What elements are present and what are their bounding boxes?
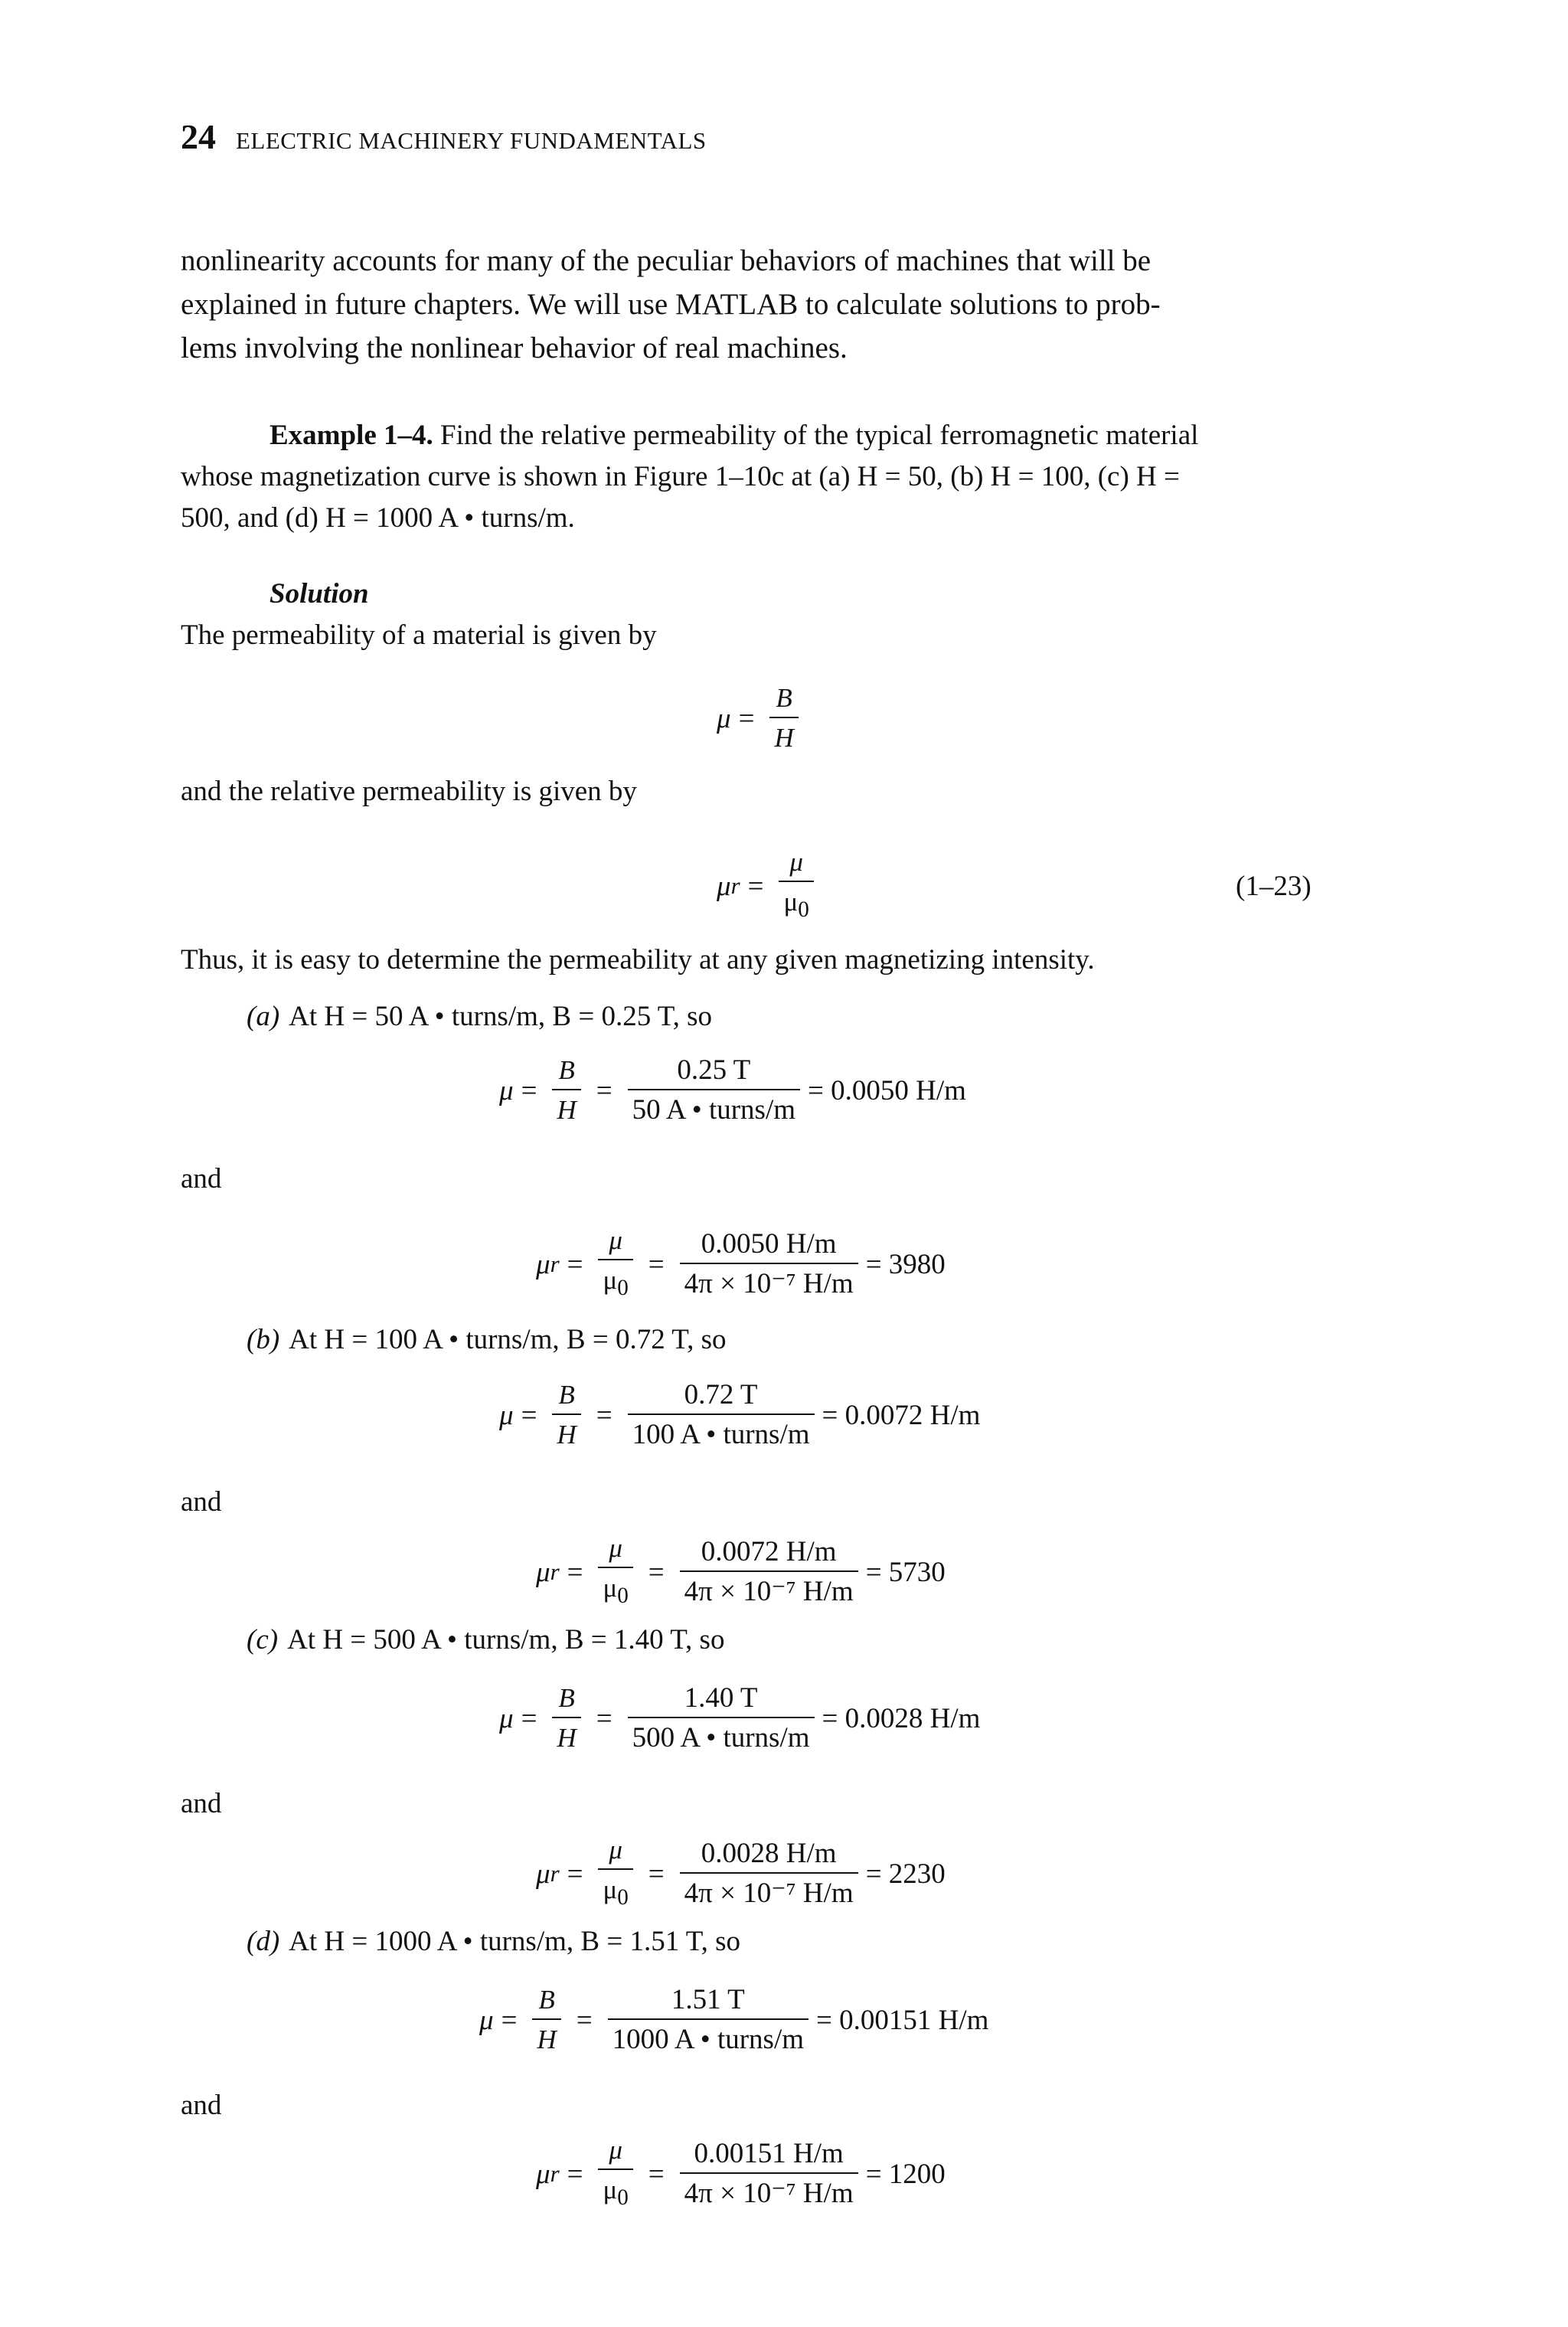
equation-term: = 5730 — [865, 1556, 946, 1588]
equation-term: 0 — [798, 897, 809, 922]
page-number: 24 — [181, 117, 216, 156]
case-a-relative-permeability — [536, 1224, 946, 1305]
case-a-permeability — [499, 1054, 966, 1127]
and-label: and — [181, 1486, 222, 1518]
equation-term: 50 A • turns/m — [628, 1089, 800, 1127]
equation-term: = 2230 — [865, 1858, 946, 1890]
equation-term: = — [521, 1399, 537, 1431]
equation-term: 4π × 10⁻⁷ H/m — [680, 1570, 858, 1609]
equation-term: = — [567, 1556, 583, 1588]
equation-term: μ — [536, 2158, 550, 2190]
equation-term: r — [550, 1250, 560, 1277]
case-c-relative-permeability — [536, 1833, 946, 1914]
equation-term: r — [550, 1558, 560, 1585]
running-title: ELECTRIC MACHINERY FUNDAMENTALS — [236, 127, 707, 154]
equation-term: 0.0072 H/m — [701, 1536, 837, 1567]
equation-term: H — [532, 2018, 560, 2057]
equation-term: = 0.00151 H/m — [816, 2004, 989, 2036]
case-c-condition: (c) At H = 500 A • turns/m, B = 1.40 T, so — [247, 1624, 725, 1655]
intro-line: nonlinearity accounts for many of the peculiar behaviors of machines that will be — [181, 244, 1152, 277]
and-label: and — [181, 1788, 222, 1819]
equation-term: r — [550, 2160, 560, 2187]
case-a-condition: (a) At H = 50 A • turns/m, B = 0.25 T, so — [247, 1001, 713, 1032]
equation-term: μ — [789, 847, 803, 877]
equation-term: μ — [536, 1858, 550, 1890]
solution-line: Thus, it is easy to determine the permeability at any given magnetizing intensity. — [181, 944, 1095, 976]
equation-term: 100 A • turns/m — [628, 1414, 815, 1452]
running-header — [181, 116, 707, 157]
equation-term: = — [747, 870, 764, 902]
equation-term: 500 A • turns/m — [628, 1717, 815, 1755]
example-line: 500, and (d) H = 1000 A • turns/m. — [181, 502, 575, 534]
and-label: and — [181, 2090, 222, 2121]
equation-term: μ — [609, 1225, 622, 1255]
equation-term: = 3980 — [865, 1248, 946, 1280]
equation-term: μ — [536, 1556, 550, 1588]
equation-term: = — [521, 1702, 537, 1734]
intro-paragraph — [181, 239, 1375, 370]
equation-term: 0.25 T — [677, 1054, 751, 1086]
equation-term: μ — [609, 1533, 622, 1563]
equation-term: μ — [717, 870, 731, 902]
equation-term: = 0.0072 H/m — [822, 1399, 981, 1431]
equation-term: = — [596, 1399, 612, 1431]
case-b-condition: (b) At H = 100 A • turns/m, B = 0.72 T, so — [247, 1324, 727, 1355]
equation-term: = — [521, 1074, 537, 1106]
equation-term: μ — [603, 1265, 618, 1295]
permeability-definition — [717, 681, 806, 755]
equation-term: = — [501, 2004, 518, 2036]
intro-line: lems involving the nonlinear behavior of real machines. — [181, 332, 848, 364]
equation-term: = — [567, 2158, 583, 2190]
solution-line: The permeability of a material is given by — [181, 619, 657, 651]
equation-term: μ — [609, 2135, 622, 2165]
relative-permeability-definition — [717, 845, 822, 927]
equation-term: B — [558, 1380, 575, 1410]
equation-term: = 0.0050 H/m — [808, 1074, 966, 1106]
equation-term: = — [648, 1248, 665, 1280]
equation-number: (1–23) — [1236, 871, 1312, 902]
equation-term: 0.0050 H/m — [701, 1228, 837, 1260]
equation-term: μ — [717, 702, 731, 734]
equation-term: μ — [603, 1573, 618, 1603]
case-b-permeability — [499, 1378, 980, 1452]
equation-term: 0.0028 H/m — [701, 1838, 837, 1869]
case-d-condition: (d) At H = 1000 A • turns/m, B = 1.51 T, so — [247, 1926, 741, 1957]
case-d-relative-permeability — [536, 2133, 946, 2214]
equation-term: 1.51 T — [671, 1984, 745, 2015]
equation-term: H — [769, 717, 798, 755]
equation-term: μ — [479, 2004, 494, 2036]
case-c-permeability — [499, 1682, 980, 1755]
equation-term: μ — [603, 1874, 618, 1904]
equation-term: B — [538, 1985, 555, 2015]
equation-term: 1000 A • turns/m — [608, 2018, 808, 2057]
equation-term: = — [596, 1702, 612, 1734]
equation-term: 0 — [617, 1583, 629, 1608]
equation-term: μ — [609, 1835, 622, 1865]
intro-line: explained in future chapters. We will use MATLAB to calculate solutions to prob- — [181, 288, 1161, 321]
equation-term: B — [776, 683, 792, 713]
equation-term: r — [550, 1860, 560, 1887]
equation-term: = — [576, 2004, 593, 2036]
solution-line: and the relative permeability is given by — [181, 776, 637, 807]
equation-term: = — [648, 1858, 665, 1890]
equation-term: = 0.0028 H/m — [822, 1702, 981, 1734]
equation-term: = — [567, 1858, 583, 1890]
equation-term: μ — [499, 1399, 514, 1431]
case-d-permeability — [479, 1983, 988, 2057]
equation-term: 0.72 T — [684, 1379, 758, 1410]
equation-term: = — [648, 1556, 665, 1588]
equation-term: μ — [536, 1248, 550, 1280]
equation-term: μ — [499, 1702, 514, 1734]
solution-heading: Solution — [270, 578, 369, 610]
equation-term: r — [730, 872, 740, 899]
equation-term: = — [567, 1248, 583, 1280]
equation-term: 0 — [617, 2185, 629, 2210]
example-line: Find the relative permeability of the typical ferromagnetic material — [440, 420, 1199, 451]
equation-term: H — [552, 1414, 580, 1452]
equation-term: 4π × 10⁻⁷ H/m — [680, 2172, 858, 2211]
and-label: and — [181, 1163, 222, 1195]
example-statement — [181, 415, 1375, 539]
equation-term: 4π × 10⁻⁷ H/m — [680, 1263, 858, 1301]
equation-term: 1.40 T — [684, 1682, 758, 1714]
equation-term: B — [558, 1055, 575, 1085]
equation-term: μ — [603, 2175, 618, 2204]
example-title: Example 1–4. — [270, 420, 433, 451]
equation-term: B — [558, 1683, 575, 1713]
equation-term: = 1200 — [865, 2158, 946, 2190]
example-line: whose magnetization curve is shown in Figure 1–10c at (a) H = 50, (b) H = 100, (c) H = — [181, 461, 1180, 492]
equation-term: = — [738, 702, 755, 734]
equation-term: = — [596, 1074, 612, 1106]
equation-term: μ — [783, 887, 799, 917]
equation-term: = — [648, 2158, 665, 2190]
equation-term: 4π × 10⁻⁷ H/m — [680, 1872, 858, 1910]
equation-term: 0.00151 H/m — [694, 2138, 844, 2169]
case-b-relative-permeability — [536, 1531, 946, 1613]
equation-term: H — [552, 1089, 580, 1127]
equation-term: H — [552, 1717, 580, 1755]
equation-term: μ — [499, 1074, 514, 1106]
equation-term: 0 — [617, 1276, 629, 1300]
equation-term: 0 — [617, 1885, 629, 1910]
